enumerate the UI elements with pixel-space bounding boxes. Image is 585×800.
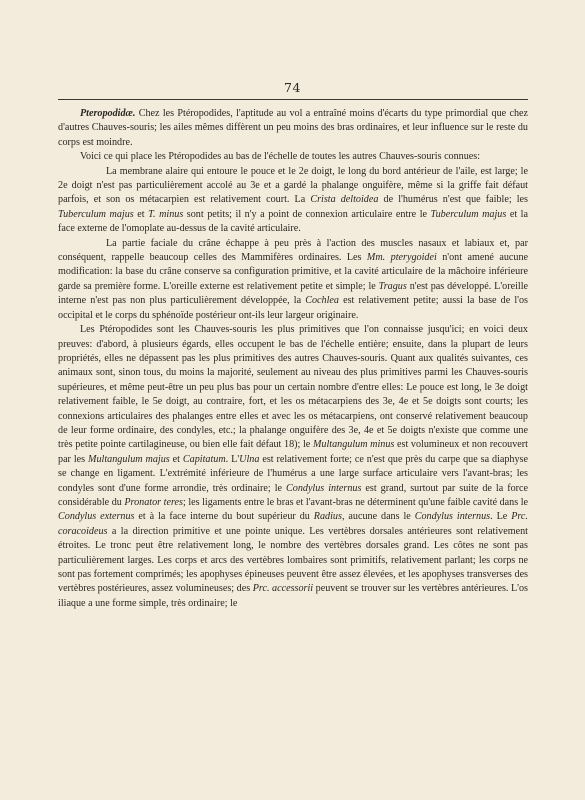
italic-term: Tuberculum majus (430, 208, 507, 220)
text-run: a la direction primitive et une pointe unique. Les vertèbres dorsales antérieures sont relativement étroites. Le tronc peut être relativement long, le nombre des vertèbres dorsales grand. Les côtes ne sont pas particulièrement larges. Les corps et arcs des vertèbres lombaires sont primitifs, relativement parlant; les corps ne sont pas fortement comprimés; les apophyses épineuses peuvent être assez élevées, et les apophyses transverses des vertèbres postérieures, assez volumineuses; des (58, 525, 528, 595)
text-run: La partie faciale du crâne échappe à peu près à l'action des muscles nasaux et labiaux et, par conséquent, rappelle beaucoup celles des Mammifères ordinaires. Les (58, 237, 528, 264)
italic-term: Mm. pterygoidei (366, 252, 437, 264)
text-run: et la face externe de l'omoplate au-dessus de la cavité articulaire. (58, 208, 528, 235)
italic-term: Tragus (378, 280, 407, 292)
text-run: Les Ptéropodides sont les Chauves-souris les plus primitives que l'on connaisse jusqu'ici; en voici deux preuves: d'abord, à plusieurs égards, elles occupent le bas de l'échelle entière; ensuite, dans la plupart de leurs propriétés, elles ne dépassent pas les plus primitives des autres Chauves-souris. Quant aux qualités suivantes, ces animaux sont, sinon tous, du moins la majorité, seulement au niveau des plus primitives parmi les Chauves-souris supérieures, et même peut-être un peu plus bas pour un certain nombre d'entre elles: Le pouce est long, le 3e doigt relativement faible, le 5e doigt, au contraire, fort, et les os métacarpiens des 3e, 4e et 5e doigts sont courts; les connexions articulaires des phalanges entre elles et avec les os métacarpiens, ont conservé relativement beaucoup de leur forme ordinaire, des condyles, etc.; la phalange onguifère des 3e, 4e et 5e doigts n'existe que comme une très petite pointe cartilagineuse, ou bien elle fait défaut 18); le (58, 324, 528, 451)
text-run: , aucune dans le (341, 511, 415, 523)
italic-term: Radius (313, 511, 342, 523)
paragraph (58, 237, 528, 323)
text-run: . Le (490, 511, 512, 523)
italic-term: Condylus externus (58, 511, 135, 523)
text-run: est relativement forte; ce n'est que près du carpe que sa diaphyse se change en ligament. L'extrémité inférieure de l'humérus a une large surface articulaire vers l'avant-bras; les condyles sont d'une forme arrondie, très ordinaire; le (58, 453, 528, 494)
paragraph (58, 165, 528, 237)
italic-term: Pronator teres (124, 496, 183, 508)
text-run: et (133, 208, 149, 220)
text-run: . L' (225, 453, 240, 465)
text-run: n'ont amené aucune modification: la base du crâne conserve sa configuration primitive, et la cavité articulaire de la mâchoire inférieure garde sa première forme. L'oreille externe est relativement petite et simple; le (58, 252, 529, 292)
text-run: ; les ligaments entre le bras et l'avant-bras ne déterminent qu'une faible cavité dans le (182, 496, 529, 508)
section-heading: Pteropodidæ. (80, 108, 136, 119)
text-run: et (169, 453, 183, 465)
header-rule (58, 99, 528, 100)
text-run: Chez les Ptéropodides, l'aptitude au vol a entraîné moins d'écarts du type primordial que chez d'autres Chauves-souris; les ailes mêmes diffèrent un peu moins des bras ordinaires, et leur influence sur le reste du corps est moindre. (58, 108, 528, 148)
body-text (58, 107, 528, 611)
paragraph (58, 150, 528, 164)
text-run: et à la face interne du bout supérieur du (134, 511, 314, 523)
text-run: Voici ce qui place les Ptéropodides au bas de l'échelle de toutes les autres Chauves-souris connues: (80, 151, 481, 163)
italic-term: Crista deltoidea (310, 194, 379, 206)
italic-term: Ulna (239, 453, 260, 465)
text-run: La membrane alaire qui entoure le pouce et le 2e doigt, le long du bord antérieur de l'aile, est large; le 2e doigt n'est pas particulièrement accolé au 3e et a gardé la phalange onguifère, même si la griffe fait défaut parfois, et son os métacarpien est relativement court. La (58, 165, 528, 206)
italic-term: Prc. accessorii (252, 583, 314, 595)
text-run: est volumineux et non recouvert par les (58, 439, 528, 465)
text-run: est grand, surtout par suite de la force considérable du (58, 482, 528, 508)
text-run: sont petits; il n'y a point de connexion articulaire entre le (183, 208, 431, 220)
italic-term: Prc. coracoideus (58, 511, 528, 537)
italic-term: Capitatum (182, 453, 226, 465)
text-run: est relativement petite; aussi la base de l'os occipital et le corps du sphénoïde postérieur ont-ils leur largeur originaire. (58, 295, 528, 321)
italic-term: Multangulum minus (312, 439, 395, 451)
italic-term: Condylus internus (414, 511, 491, 523)
text-run: n'est pas développé. L'oreille interne n'est pas non plus particulièrement développée, la (58, 280, 528, 307)
italic-term: Cochlea (305, 295, 339, 307)
text-run: de l'humérus n'est que faible; les (378, 194, 528, 206)
italic-term: T. minus (148, 208, 184, 220)
paragraph (58, 107, 528, 150)
paragraph (58, 323, 528, 611)
italic-term: Multangulum majus (88, 453, 170, 465)
text-run: peuvent se trouver sur les vertèbres antérieures. L'os iliaque a une forme simple, très ordinaire; le (58, 583, 528, 609)
page-number: 74 (284, 80, 301, 95)
italic-term: Tuberculum majus (58, 208, 134, 220)
italic-term: Condylus internus (286, 482, 362, 494)
